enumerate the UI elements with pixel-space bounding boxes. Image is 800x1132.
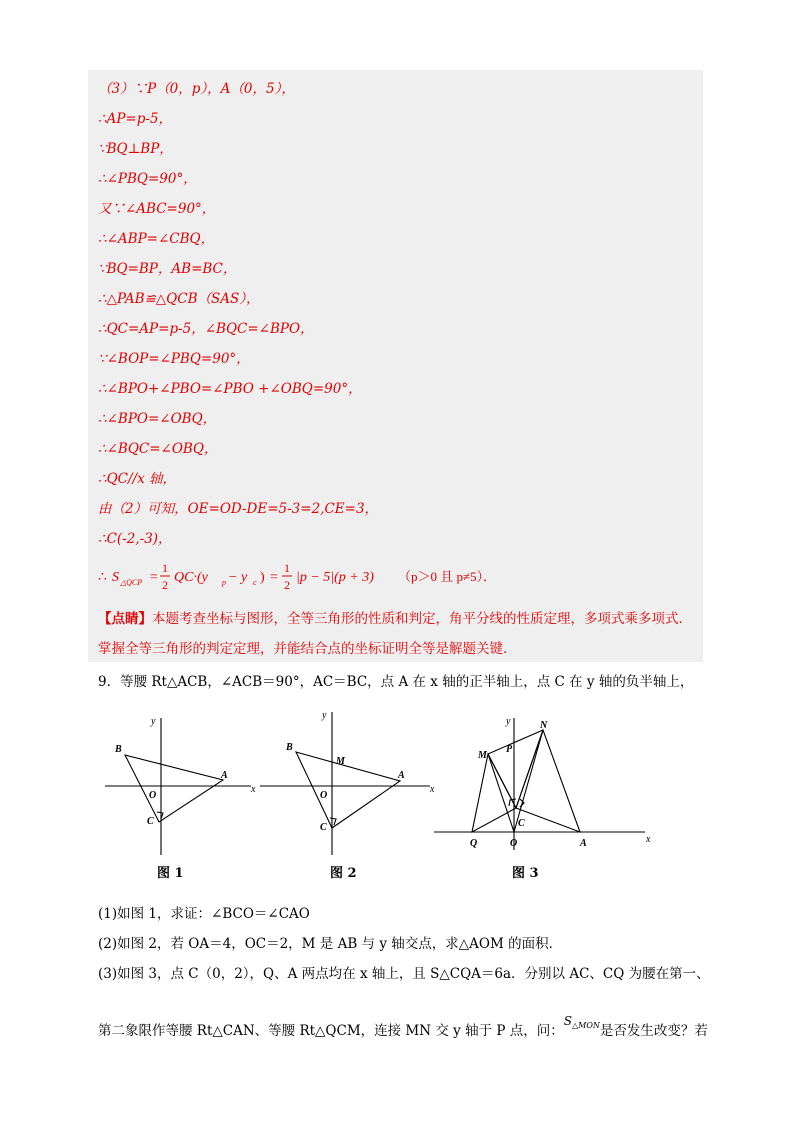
fig3-label-c: C: [518, 818, 525, 829]
question-stem: [98, 673, 693, 691]
review-tag: 【点睛】: [98, 611, 152, 627]
fig1-label-c: C: [147, 816, 154, 827]
formula-yp-sub: p: [222, 578, 226, 587]
solution-line: ∵BQ⊥BP，: [98, 141, 173, 157]
formula-qc: QC·(y: [174, 570, 208, 585]
review-text: 本题考查坐标与图形，全等三角形的性质和判定，角平分线的性质定理，多项式乘多项式．掌握全等三角形的判定定理，并能结合点的坐标证明全等是解题关键．: [98, 611, 692, 657]
fig2-label-a: A: [398, 770, 405, 781]
solution-line: ∴QC=AP=p-5，∠BQC=∠BPO，: [98, 321, 314, 337]
question-part-3-text: 第二象限作等腰 Rt△CAN、等腰 Rt△QCM，连接 MN 交 y 轴于 P 点，问：: [98, 1023, 564, 1039]
formula-minus: − y: [228, 570, 248, 585]
question-part-2: (2)如图 2，若 OA＝4，OC＝2，M 是 AB 与 y 轴交点，求△AOM 的面积．: [98, 936, 563, 952]
fig3-label-y: y: [506, 716, 511, 727]
fig2-label-x: x: [430, 784, 435, 795]
review-note: [98, 604, 694, 664]
question-stem-text: 等腰 Rt△ACB，∠ACB＝90°，AC＝BC，点 A 在 x 轴的正半轴上，点 C 在 y 轴的负半轴上，: [120, 674, 694, 690]
fig3-label-x: x: [646, 834, 651, 845]
formula-abs: |p − 5|(p + 3): [296, 570, 374, 585]
question-part-3: (3)如图 3，点 C（0，2），Q、A 两点均在 x 轴上，且 S△CQA＝6a．分别以 AC、CQ 为腰在第一、: [98, 966, 710, 982]
figure-2: [260, 700, 440, 860]
solution-line: ∴∠BQC=∠OBQ，: [98, 441, 218, 457]
fig2-label-m: M: [336, 756, 345, 767]
fig2-label-y: y: [322, 710, 327, 721]
fig2-label-o: O: [320, 790, 328, 801]
fig1-label-a: A: [221, 770, 228, 781]
formula-s-sub: △QCP: [120, 578, 143, 587]
formula-close: ): [260, 570, 265, 585]
formula-half-den: 2: [162, 578, 168, 592]
question-part-3-tail: 是否发生改变？若: [599, 1023, 708, 1039]
solution-line: 由（2）可知，OE=OD-DE=5-3=2,CE=3，: [98, 501, 379, 517]
solution-line: （3）∵P（0，p），A（0，5），: [98, 81, 295, 97]
question-part-3-s: S: [563, 1014, 572, 1028]
solution-line: ∴△PAB≌△QCB（SAS），: [98, 291, 260, 307]
fig3-label-m: M: [478, 750, 487, 761]
question-part-3-continued: [98, 1014, 708, 1042]
figure-1-caption: 图 1: [157, 866, 184, 881]
formula-prefix: ∴: [98, 570, 107, 585]
formula-eq2: =: [270, 570, 278, 585]
solution-line: ∵BQ=BP，AB=BC，: [98, 261, 237, 277]
solution-line: 又∵∠ABC=90°，: [98, 201, 216, 217]
fig1-label-o: O: [149, 790, 157, 801]
solution-line: ∴QC//x 轴，: [98, 471, 176, 487]
figure-3-caption: 图 3: [512, 866, 539, 881]
figure-2-caption: 图 2: [330, 866, 357, 881]
fig2-label-b: B: [286, 742, 293, 753]
fig1-label-y: y: [151, 716, 156, 727]
solution-line: ∴∠ABP=∠CBQ，: [98, 231, 215, 247]
formula-s: S: [112, 570, 119, 585]
formula-half-num: 1: [162, 561, 168, 575]
fig2-label-c: C: [320, 822, 327, 833]
figure-3: [430, 710, 660, 860]
question-part-1: (1)如图 1，求证：∠BCO＝∠CAO: [98, 906, 310, 922]
fig3-label-a: A: [580, 838, 587, 849]
solution-line: ∴∠PBQ=90°，: [98, 171, 197, 187]
figure-1: [105, 700, 265, 860]
fig3-label-p: P: [506, 744, 513, 755]
fig3-label-q: Q: [470, 838, 478, 849]
solution-line: ∴∠BPO+∠PBO=∠PBO +∠OBQ=90°，: [98, 381, 362, 397]
formula-half-num2: 1: [284, 561, 290, 575]
formula-condition: （p＞0 且 p≠5）．: [398, 569, 497, 584]
formula-yc-sub: c: [253, 578, 257, 587]
solution-line: ∴AP=p-5，: [98, 111, 173, 127]
solution-line: ∵∠BOP=∠PBQ=90°，: [98, 351, 250, 367]
fig3-label-n: N: [540, 720, 548, 731]
fig1-label-x: x: [251, 784, 256, 795]
solution-line: ∴C(-2,-3)，: [98, 531, 172, 547]
question-number: 9．: [98, 674, 121, 690]
formula-eq1: =: [150, 570, 158, 585]
area-formula: [98, 560, 658, 594]
fig3-label-o: O: [510, 838, 518, 849]
question-part-3-s-sub: △MON: [571, 1021, 600, 1030]
solution-line: ∴∠BPO=∠OBQ，: [98, 411, 217, 427]
formula-half-den2: 2: [284, 578, 290, 592]
fig1-label-b: B: [115, 744, 122, 755]
